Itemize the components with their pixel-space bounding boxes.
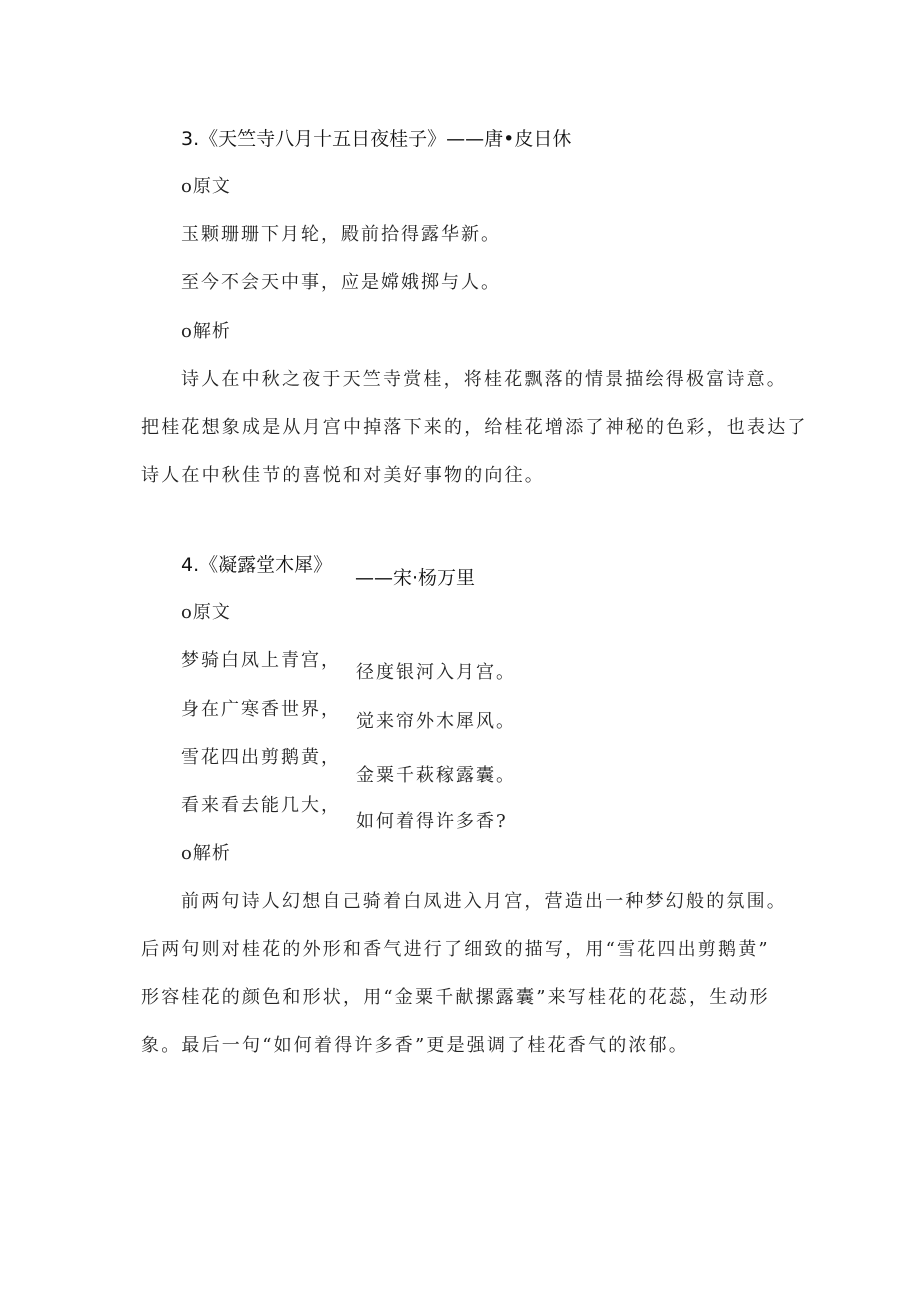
section3-analysis-line-2: 把桂花想象成是从月宫中掉落下来的，给桂花增添了神秘的色彩，也表达了 (141, 417, 808, 438)
section4-heading-title: 4.《凝露堂木犀》 (181, 554, 333, 576)
section4-right-line-2: 觉来帘外木犀风。 (356, 711, 516, 732)
section4-original-label: o原文 (181, 602, 231, 623)
section3-analysis-label: o解析 (181, 321, 231, 342)
section4-left-line-3: 雪花四出剪鹅黄， (181, 747, 341, 768)
section3-analysis-line-1: 诗人在中秋之夜于天竺寺赏桂，将桂花飘落的情景描绘得极富诗意。 (181, 369, 787, 390)
section3-poem-line-1: 玉颗珊珊下月轮，殿前拾得露华新。 (181, 224, 501, 245)
section3-original-label: o原文 (181, 176, 231, 197)
section4-left-line-2: 身在广寒香世界， (181, 699, 341, 720)
section4-right-line-3: 金粟千萩稼露囊。 (356, 765, 516, 786)
section4-analysis-line-2: 后两句则对桂花的外形和香气进行了细致的描写，用“雪花四出剪鹅黄” (141, 939, 770, 960)
section4-right-line-1: 径度银河入月宫。 (356, 662, 516, 683)
section3-poem-line-2: 至今不会天中事，应是嫦娥掷与人。 (181, 272, 501, 293)
section4-right-line-4: 如何着得许多香? (356, 811, 508, 832)
section4-analysis-line-4: 象。最后一句“如何着得许多香”更是强调了桂花香气的浓郁。 (141, 1035, 690, 1056)
section4-heading-author: ——宋·杨万里 (355, 567, 476, 589)
section4-left-line-4: 看来看去能几大， (181, 795, 341, 816)
section3-analysis-line-3: 诗人在中秋佳节的喜悦和对美好事物的向往。 (141, 465, 545, 486)
section4-left-line-1: 梦骑白凤上青宫， (181, 650, 341, 671)
section4-analysis-line-3: 形容桂花的颜色和形状，用“金粟千献摞露囊”来写桂花的花蕊，生动形 (141, 987, 770, 1008)
section3-heading: 3.《天竺寺八月十五日夜桂子》——唐•皮日休 (181, 128, 572, 150)
section4-analysis-label: o解析 (181, 843, 231, 864)
section4-analysis-line-1: 前两句诗人幻想自己骑着白凤进入月宫，营造出一种梦幻般的氛围。 (181, 891, 787, 912)
